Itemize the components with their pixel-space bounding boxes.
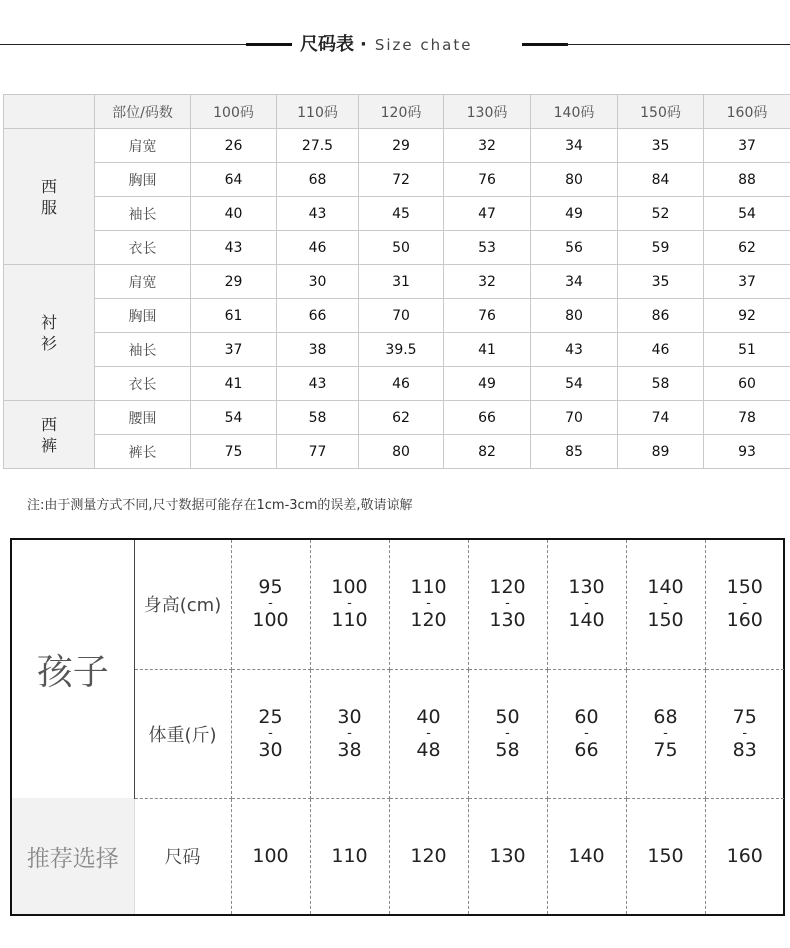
garment-group-char: 裤 <box>40 435 57 455</box>
measurement-cell: 58 <box>277 401 359 435</box>
measurement-cell: 32 <box>444 129 531 163</box>
height-range <box>626 540 705 669</box>
measurement-cell: 66 <box>277 299 359 333</box>
height-range-to: 130 <box>489 609 526 632</box>
height-range-to: 100 <box>252 609 289 632</box>
recommended-size: 100 <box>231 798 310 914</box>
size-row <box>4 231 790 265</box>
measurement-cell: 41 <box>444 333 531 367</box>
measurement-cell: 29 <box>191 265 277 299</box>
range-dash: - <box>742 596 748 612</box>
measurement-cell: 58 <box>618 367 704 401</box>
recommended-size: 130 <box>468 798 547 914</box>
size-row <box>4 129 790 163</box>
size-header-row <box>4 95 790 129</box>
measurement-cell: 62 <box>359 401 444 435</box>
measurement-cell: 54 <box>704 197 790 231</box>
title-rule-left <box>0 44 248 45</box>
measurement-cell: 38 <box>277 333 359 367</box>
garment-group-label <box>4 265 95 401</box>
title-separator: · <box>360 34 367 55</box>
range-dash: - <box>268 725 273 741</box>
range-dash: - <box>663 725 668 741</box>
weight-range-from: 30 <box>337 705 362 728</box>
weight-range-to: 30 <box>258 738 283 761</box>
weight-range-from: 60 <box>574 705 599 728</box>
measurement-cell: 43 <box>277 367 359 401</box>
measurement-cell: 77 <box>277 435 359 469</box>
recommended-size: 110 <box>310 798 389 914</box>
weight-range-to: 66 <box>574 738 599 761</box>
measurement-cell: 84 <box>618 163 704 197</box>
range-dash: - <box>584 596 589 612</box>
measurement-cell: 46 <box>277 231 359 265</box>
height-range-from: 140 <box>647 576 684 599</box>
measurement-cell: 52 <box>618 197 704 231</box>
body-part-label: 胸围 <box>95 163 191 197</box>
measurement-cell: 37 <box>704 265 790 299</box>
measurement-cell: 85 <box>531 435 618 469</box>
measurement-cell: 43 <box>191 231 277 265</box>
range-dash: - <box>742 725 748 741</box>
size-row <box>4 367 790 401</box>
height-range <box>705 540 784 669</box>
garment-group-label <box>4 401 95 469</box>
measurement-cell: 78 <box>704 401 790 435</box>
measurement-cell: 29 <box>359 129 444 163</box>
weight-range-to: 48 <box>416 738 441 761</box>
corner-cell <box>4 95 95 129</box>
measurement-cell: 66 <box>444 401 531 435</box>
range-dash: - <box>347 725 352 741</box>
size-header: 140码 <box>531 95 618 129</box>
height-range-to: 120 <box>410 609 447 632</box>
recommendation-box <box>10 538 785 916</box>
range-dash: - <box>505 596 510 612</box>
recommended-size: 120 <box>389 798 468 914</box>
weight-range-to: 75 <box>653 738 678 761</box>
weight-range-from: 40 <box>416 705 441 728</box>
measurement-cell: 40 <box>191 197 277 231</box>
measurement-cell: 49 <box>444 367 531 401</box>
size-header: 150码 <box>618 95 704 129</box>
height-range-to: 150 <box>647 609 684 632</box>
measurement-cell: 35 <box>618 265 704 299</box>
measurement-cell: 82 <box>444 435 531 469</box>
weight-range <box>310 669 389 798</box>
weight-range <box>389 669 468 798</box>
measurement-cell: 89 <box>618 435 704 469</box>
measurement-cell: 86 <box>618 299 704 333</box>
recommended-size-row <box>12 798 784 914</box>
height-range <box>389 540 468 669</box>
measurement-cell: 80 <box>531 163 618 197</box>
garment-group-char: 服 <box>40 197 57 217</box>
measurement-cell: 61 <box>191 299 277 333</box>
weight-range <box>705 669 784 798</box>
measurement-cell: 41 <box>191 367 277 401</box>
height-row <box>12 540 784 669</box>
measurement-cell: 47 <box>444 197 531 231</box>
body-part-label: 袖长 <box>95 197 191 231</box>
height-range-from: 95 <box>258 576 283 599</box>
range-dash: - <box>584 725 589 741</box>
measurement-cell: 80 <box>531 299 618 333</box>
garment-group-char: 西 <box>40 176 57 196</box>
body-part-label: 衣长 <box>95 367 191 401</box>
weight-range-from: 68 <box>653 705 678 728</box>
measurement-cell: 56 <box>531 231 618 265</box>
measurement-cell: 34 <box>531 265 618 299</box>
size-header: 130码 <box>444 95 531 129</box>
title-bar <box>0 26 790 62</box>
body-part-label: 胸围 <box>95 299 191 333</box>
measurement-cell: 49 <box>531 197 618 231</box>
title-rule-right-accent <box>522 43 568 46</box>
height-range <box>468 540 547 669</box>
measurement-cell: 54 <box>531 367 618 401</box>
body-part-label: 腰围 <box>95 401 191 435</box>
height-label: 身高(cm) <box>134 540 231 669</box>
measurement-cell: 68 <box>277 163 359 197</box>
weight-range-from: 25 <box>258 705 283 728</box>
size-row <box>4 299 790 333</box>
part-header: 部位/码数 <box>95 95 191 129</box>
measurement-note: 注:由于测量方式不同,尺寸数据可能存在1cm-3cm的误差,敬请谅解 <box>27 498 413 513</box>
measurement-cell: 76 <box>444 163 531 197</box>
recommended-size: 140 <box>547 798 626 914</box>
weight-range <box>231 669 310 798</box>
height-range <box>547 540 626 669</box>
title-cn: 尺码表 <box>300 34 354 55</box>
height-range-to: 160 <box>726 609 763 632</box>
garment-group-char: 衫 <box>40 333 57 353</box>
title-en: Size chate <box>374 36 473 54</box>
size-row <box>4 401 790 435</box>
weight-range <box>626 669 705 798</box>
garment-group-char: 西 <box>40 414 57 434</box>
measurement-cell: 51 <box>704 333 790 367</box>
measurement-cell: 70 <box>531 401 618 435</box>
weight-range <box>547 669 626 798</box>
range-dash: - <box>426 725 431 741</box>
measurement-cell: 45 <box>359 197 444 231</box>
weight-range-from: 50 <box>495 705 520 728</box>
measurement-cell: 39.5 <box>359 333 444 367</box>
weight-range-from: 75 <box>732 705 757 728</box>
title-rule-left-accent <box>246 43 292 46</box>
size-row <box>4 435 790 469</box>
measurement-cell: 26 <box>191 129 277 163</box>
range-dash: - <box>347 596 352 612</box>
body-part-label: 衣长 <box>95 231 191 265</box>
range-dash: - <box>505 725 510 741</box>
height-range <box>310 540 389 669</box>
measurement-cell: 72 <box>359 163 444 197</box>
height-range-from: 100 <box>331 576 368 599</box>
recommend-label: 推荐选择 <box>12 798 134 914</box>
size-header: 110码 <box>277 95 359 129</box>
recommended-size: 160 <box>726 844 763 867</box>
body-part-label: 袖长 <box>95 333 191 367</box>
size-chart-table <box>3 94 790 469</box>
size-row <box>4 265 790 299</box>
size-row <box>4 163 790 197</box>
measurement-cell: 60 <box>704 367 790 401</box>
body-part-label: 肩宽 <box>95 265 191 299</box>
page-title <box>300 30 472 56</box>
size-header: 100码 <box>191 95 277 129</box>
weight-range-to: 83 <box>732 738 757 761</box>
recommended-size: 150 <box>626 798 705 914</box>
measurement-cell: 32 <box>444 265 531 299</box>
height-range <box>231 540 310 669</box>
size-label: 尺码 <box>134 798 231 914</box>
measurement-cell: 93 <box>704 435 790 469</box>
size-row <box>4 197 790 231</box>
measurement-cell: 31 <box>359 265 444 299</box>
garment-group-label <box>4 129 95 265</box>
measurement-cell: 43 <box>277 197 359 231</box>
height-range-from: 150 <box>726 576 763 599</box>
measurement-cell: 37 <box>191 333 277 367</box>
height-range-to: 140 <box>568 609 605 632</box>
measurement-cell: 27.5 <box>277 129 359 163</box>
measurement-cell: 75 <box>191 435 277 469</box>
range-dash: - <box>663 596 668 612</box>
measurement-cell: 76 <box>444 299 531 333</box>
size-table-body <box>4 129 790 469</box>
measurement-cell: 59 <box>618 231 704 265</box>
measurement-cell: 43 <box>531 333 618 367</box>
weight-range-to: 38 <box>337 738 362 761</box>
range-dash: - <box>268 596 273 612</box>
body-part-label: 裤长 <box>95 435 191 469</box>
weight-range-to: 58 <box>495 738 520 761</box>
measurement-cell: 80 <box>359 435 444 469</box>
measurement-cell: 50 <box>359 231 444 265</box>
measurement-cell: 62 <box>704 231 790 265</box>
size-header: 160码 <box>704 95 790 129</box>
kid-label: 孩子 <box>12 540 134 798</box>
height-range-to: 110 <box>331 609 368 632</box>
height-range-from: 130 <box>568 576 605 599</box>
measurement-cell: 53 <box>444 231 531 265</box>
measurement-cell: 46 <box>618 333 704 367</box>
size-row <box>4 333 790 367</box>
height-range-from: 110 <box>410 576 447 599</box>
recommendation-table <box>12 540 784 914</box>
height-range-from: 120 <box>489 576 526 599</box>
measurement-cell: 70 <box>359 299 444 333</box>
title-rule-right <box>566 44 790 45</box>
weight-label: 体重(斤) <box>134 669 231 798</box>
body-part-label: 肩宽 <box>95 129 191 163</box>
measurement-cell: 30 <box>277 265 359 299</box>
range-dash: - <box>426 596 431 612</box>
measurement-cell: 37 <box>704 129 790 163</box>
measurement-cell: 34 <box>531 129 618 163</box>
measurement-cell: 35 <box>618 129 704 163</box>
measurement-cell: 88 <box>704 163 790 197</box>
measurement-cell: 64 <box>191 163 277 197</box>
measurement-cell: 54 <box>191 401 277 435</box>
weight-range <box>468 669 547 798</box>
measurement-cell: 74 <box>618 401 704 435</box>
garment-group-char: 衬 <box>40 312 57 332</box>
measurement-cell: 46 <box>359 367 444 401</box>
size-header: 120码 <box>359 95 444 129</box>
measurement-cell: 92 <box>704 299 790 333</box>
